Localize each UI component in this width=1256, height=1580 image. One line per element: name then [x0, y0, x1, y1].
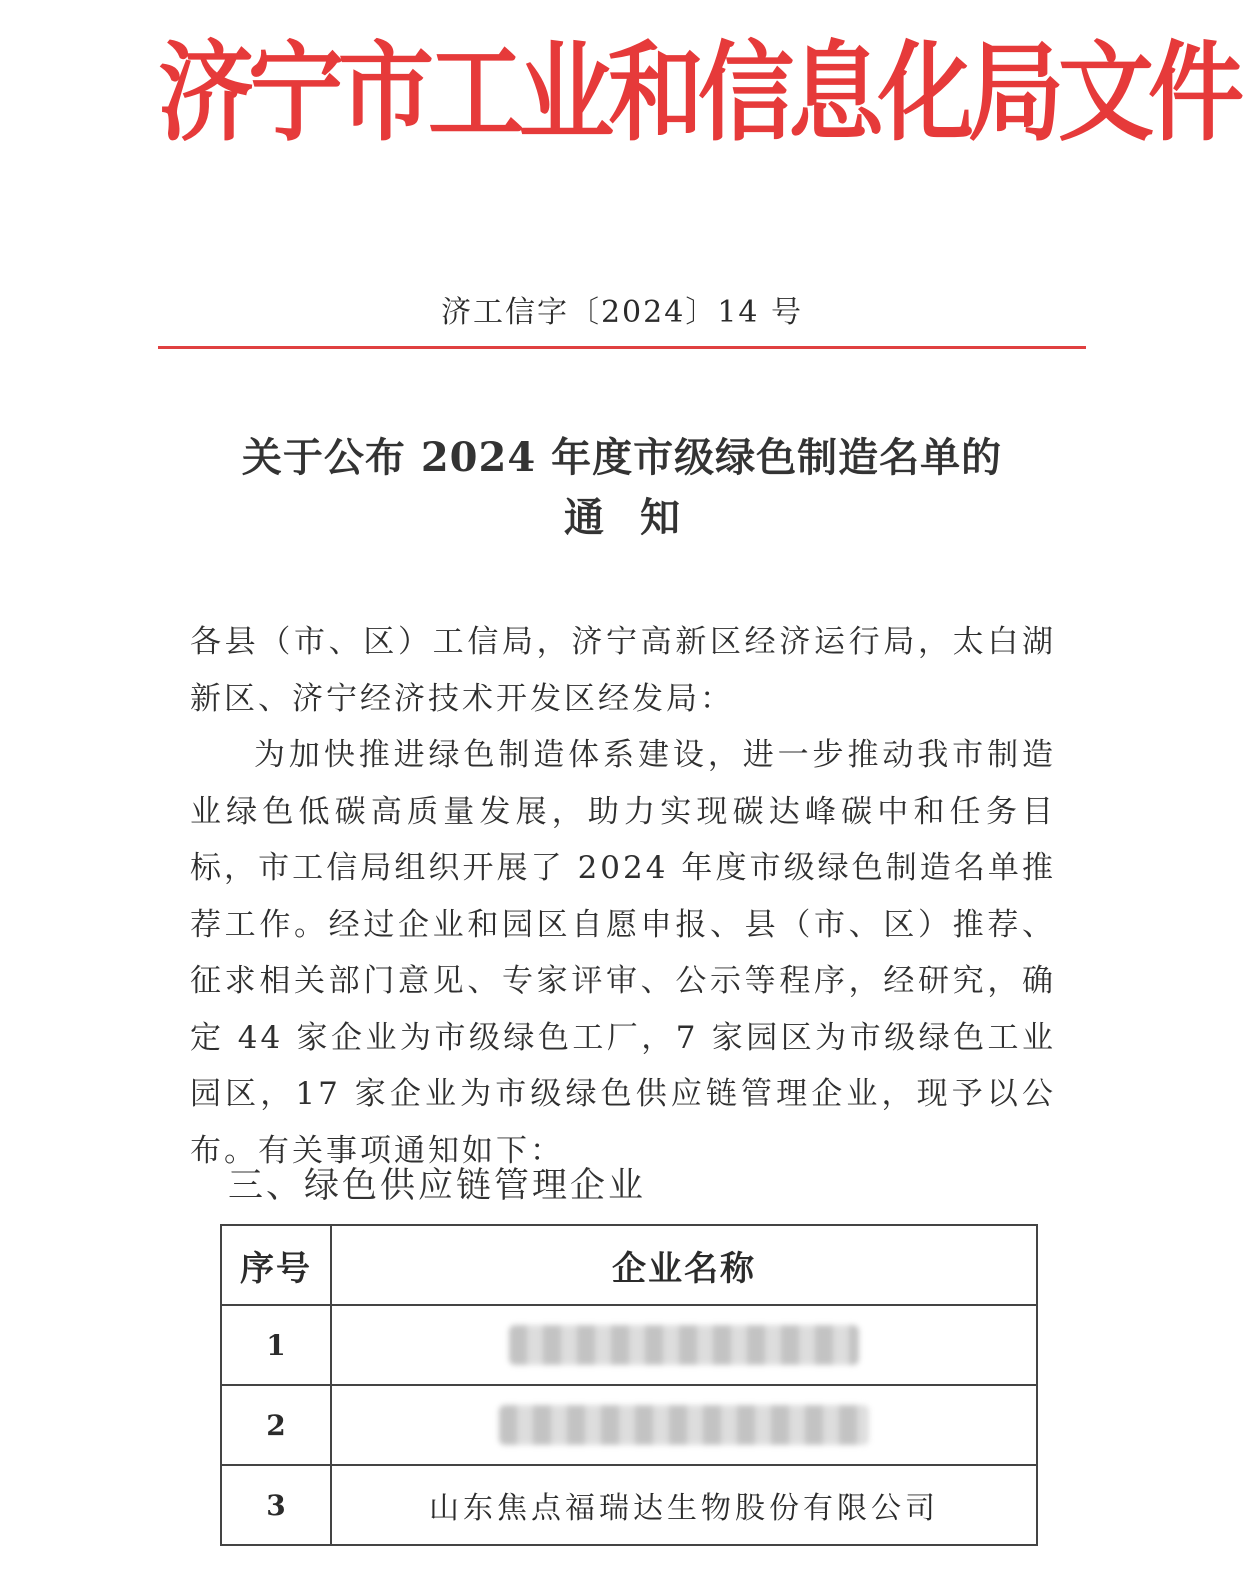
body-paragraph: 为加快推进绿色制造体系建设，进一步推动我市制造业绿色低碳高质量发展，助力实现碳达峰碳中和任务目标，市工信局组织开展了 2024 年度市级绿色制造名单推荐工作。经过企业和园区自愿申报、县（市、区）推荐、征求相关部门意见、专家评审、公示等程序，经研究，确定 44 家企业为市级绿色工厂，7 家园区为市级绿色工业园区，17 家企业为市级绿色供应链管理企业，现予以公布。有关事项通知如下： — [190, 737, 1056, 1169]
row-number: 1 — [221, 1305, 331, 1385]
table-row — [221, 1305, 1037, 1385]
addressee-paragraph: 各县（市、区）工信局，济宁高新区经济运行局，太白湖新区、济宁经济技术开发区经发局： — [190, 624, 1056, 717]
notice-body — [190, 614, 1056, 1179]
company-name-cell — [331, 1385, 1037, 1465]
company-name-cell — [331, 1305, 1037, 1385]
table-row — [221, 1465, 1037, 1545]
redacted-company-name — [509, 1325, 859, 1365]
notice-title — [158, 428, 1086, 548]
column-header-company-name: 企业名称 — [331, 1225, 1037, 1305]
agency-title: 济宁市工业和信息化局文件 — [158, 30, 1238, 156]
column-header-number: 序号 — [221, 1225, 331, 1305]
notice-title-line2: 通知 — [564, 494, 716, 541]
document-number: 济工信字〔2024〕14 号 — [440, 295, 804, 330]
red-divider-line — [158, 346, 1086, 349]
row-number: 2 — [221, 1385, 331, 1465]
table-row — [221, 1385, 1037, 1465]
redacted-company-name — [499, 1405, 869, 1445]
section-heading: 三、绿色供应链管理企业 — [228, 1166, 647, 1206]
row-number: 3 — [221, 1465, 331, 1545]
notice-title-line1: 关于公布 2024 年度市级绿色制造名单的 — [241, 434, 1003, 481]
table-header-row — [221, 1225, 1037, 1305]
company-name-cell: 山东焦点福瑞达生物股份有限公司 — [331, 1465, 1037, 1545]
company-table — [220, 1224, 1038, 1546]
